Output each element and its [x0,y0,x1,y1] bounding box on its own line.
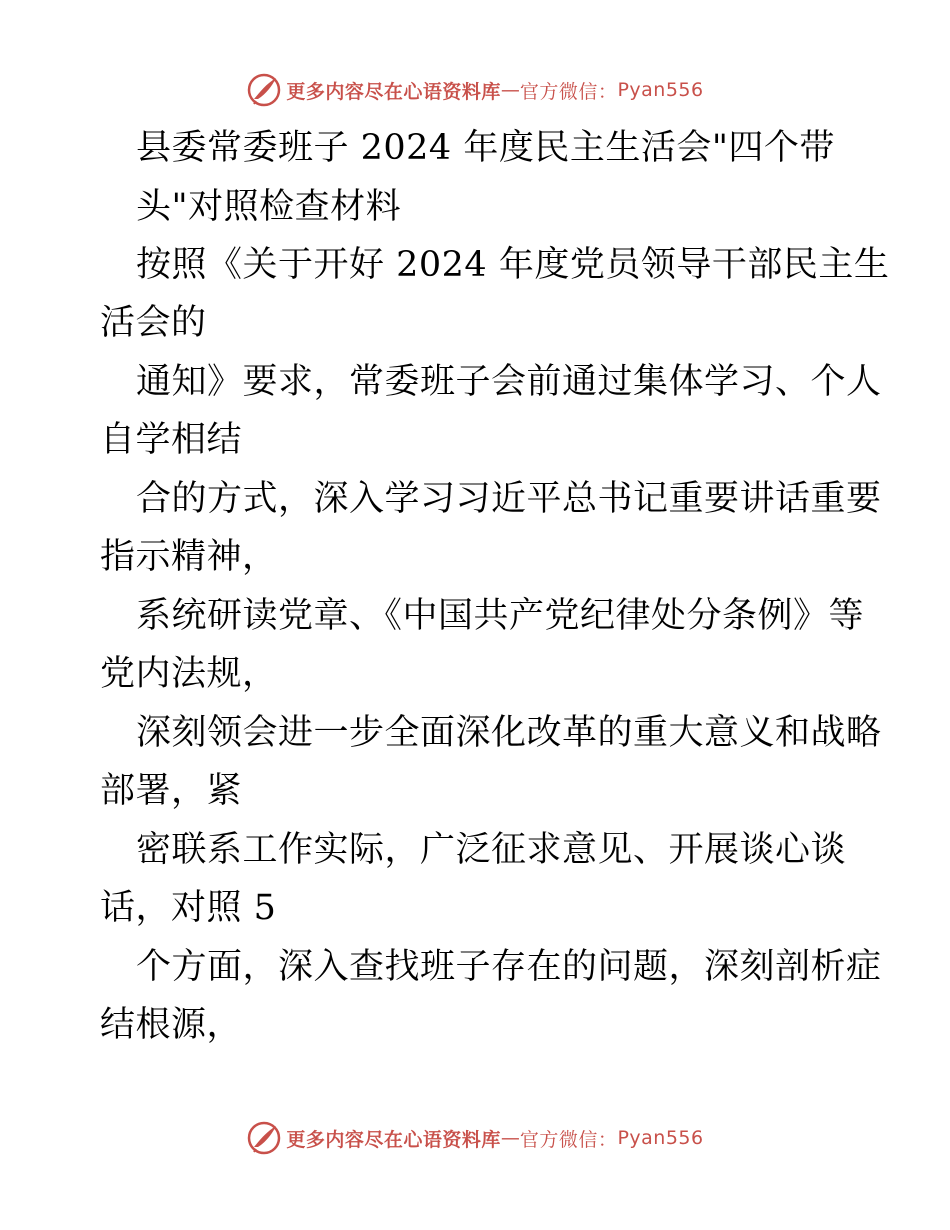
doc-paragraph-line: 系统研读党章、《中国共产党纪律处分条例》等 [136,596,865,636]
doc-paragraph-line: 活会的 [100,303,207,343]
doc-paragraph-line: 按照《关于开好 2024 年度党员领导干部民主生 [136,245,890,285]
doc-paragraph-line: 个方面，深入查找班子存在的问题，深刻剖析症 [136,947,882,987]
doc-paragraph-line: 通知》要求，常委班子会前通过集体学习、个人 [136,362,882,402]
doc-paragraph-line: 话，对照 5 [100,888,277,928]
watermark-account: Pyan556 [617,79,704,101]
doc-title-line-1: 县委常委班子 2024 年度民主生活会"四个带 [136,128,835,168]
watermark-separator: — [500,1127,520,1149]
watermark-main-text: 更多内容尽在心语资料库 [286,1128,501,1151]
watermark-account: Pyan556 [617,1127,704,1149]
doc-paragraph-line: 部署，紧 [100,771,243,811]
doc-title-line-2: 头"对照检查材料 [136,187,402,227]
doc-paragraph-line: 党内法规， [100,654,278,694]
doc-paragraph-line: 深刻领会进一步全面深化改革的重大意义和战略 [136,713,882,753]
doc-paragraph-line: 自学相结 [100,420,243,460]
quill-logo-icon [246,72,282,108]
doc-paragraph-line: 密联系工作实际，广泛征求意见、开展谈心谈 [136,830,847,870]
doc-paragraph-line: 结根源， [100,1005,243,1045]
doc-paragraph-line: 指示精神， [100,537,278,577]
watermark-separator: — [500,79,520,101]
watermark-main-text: 更多内容尽在心语资料库 [286,80,501,103]
header-watermark [0,70,950,110]
watermark-label: 官方微信： [519,80,618,103]
footer-watermark [0,1118,950,1158]
quill-logo-icon [246,1120,282,1156]
doc-paragraph-line: 合的方式，深入学习习近平总书记重要讲话重要 [136,479,882,519]
watermark-label: 官方微信： [519,1128,618,1151]
